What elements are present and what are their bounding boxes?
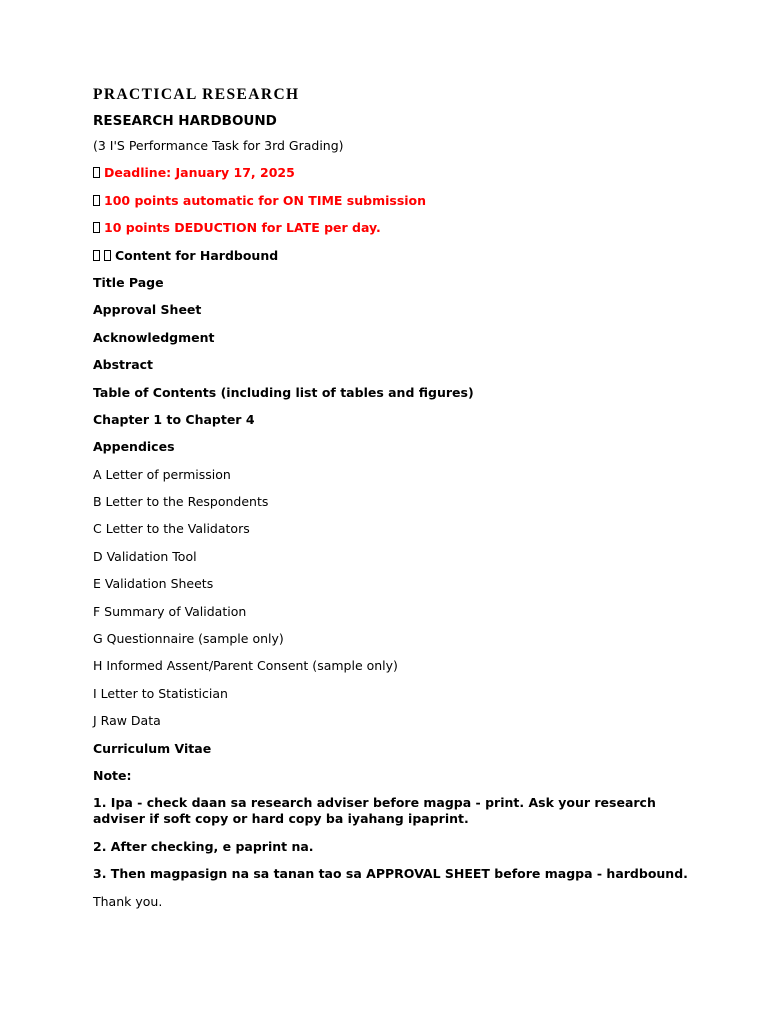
appendix-item: A Letter of permission — [93, 466, 231, 482]
section-item: Acknowledgment — [93, 329, 215, 345]
missing-glyph-icon — [93, 195, 100, 206]
missing-glyph-icon — [93, 250, 100, 261]
deadline-text: Deadline: January 17, 2025 — [104, 165, 295, 181]
missing-glyph-icon — [104, 250, 111, 261]
appendix-item: J Raw Data — [93, 713, 161, 729]
section-item: Table of Contents (including list of tables and figures) — [93, 384, 474, 400]
document-title: PRACTICAL RESEARCH — [93, 86, 300, 103]
content-heading-line — [93, 248, 683, 264]
ontime-text: 100 points automatic for ON TIME submission — [104, 192, 427, 208]
missing-glyph-icon — [93, 222, 100, 233]
content-heading: Content for Hardbound — [115, 247, 279, 263]
task-description: (3 I'S Performance Task for 3rd Grading) — [93, 138, 344, 153]
section-item: Appendices — [93, 439, 175, 455]
missing-glyph-icon — [93, 167, 100, 178]
late-text: 10 points DEDUCTION for LATE per day. — [104, 220, 381, 236]
appendix-item: D Validation Tool — [93, 548, 197, 564]
note-item: 3. Then magpasign na sa tanan tao sa APPROVAL SHEET before magpa - hardbound. — [93, 866, 688, 882]
deadline-line — [93, 165, 683, 181]
appendix-item: I Letter to Statistician — [93, 685, 228, 701]
note-item: 2. After checking, e paprint na. — [93, 838, 314, 854]
ontime-line — [93, 193, 683, 209]
section-item: Approval Sheet — [93, 302, 202, 318]
late-line — [93, 220, 683, 236]
appendix-item: B Letter to the Respondents — [93, 494, 269, 510]
section-item: Title Page — [93, 274, 164, 290]
appendix-item: H Informed Assent/Parent Consent (sample only) — [93, 658, 398, 674]
document-page — [93, 85, 688, 921]
closing-text: Thank you. — [93, 893, 163, 909]
appendix-item: G Questionnaire (sample only) — [93, 631, 284, 647]
section-item: Chapter 1 to Chapter 4 — [93, 411, 255, 427]
note-label: Note: — [93, 767, 132, 783]
document-subtitle: RESEARCH HARDBOUND — [93, 113, 277, 129]
appendix-item: E Validation Sheets — [93, 576, 214, 592]
curriculum-vitae: Curriculum Vitae — [93, 740, 212, 756]
appendix-item: C Letter to the Validators — [93, 521, 250, 537]
appendix-item: F Summary of Validation — [93, 603, 247, 619]
note-item: 1. Ipa - check daan sa research adviser before magpa - print. Ask your research adviser if soft copy or hard copy ba iyahang ipaprint. — [93, 795, 656, 827]
section-item: Abstract — [93, 357, 154, 373]
